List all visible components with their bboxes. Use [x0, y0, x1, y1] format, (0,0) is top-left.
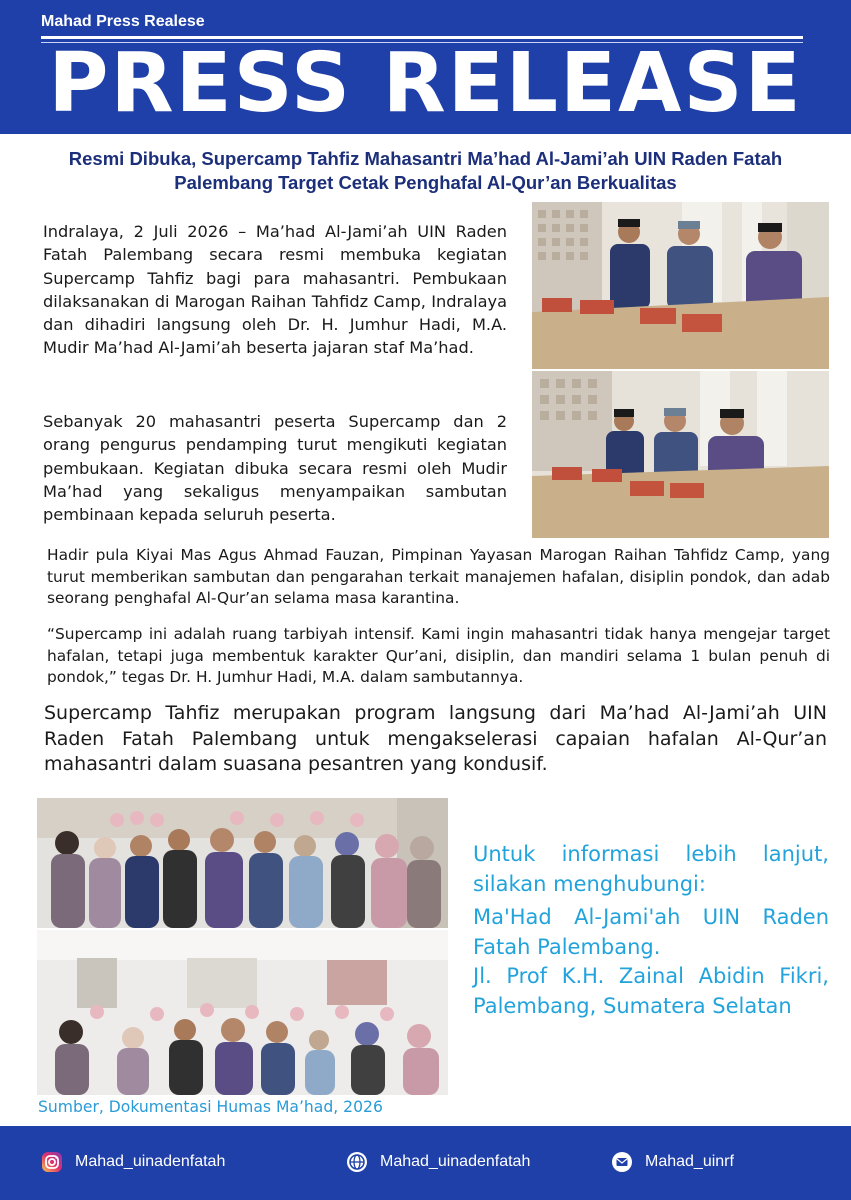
- footer-instagram[interactable]: [41, 1151, 225, 1173]
- photo-caption: Sumber, Dokumentasi Humas Ma’had, 2026: [38, 1098, 383, 1116]
- mail-icon: [611, 1151, 633, 1173]
- website-handle: Mahad_uinadenfatah: [380, 1153, 531, 1170]
- paragraph-opening: Indralaya, 2 Juli 2026 – Ma’had Al-Jami’ah UIN Raden Fatah Palembang secara resmi membuka kegiatan Supercamp Tahfiz bagi para mahasantri. Pembukaan dilaksanakan di Marogan Raihan Tahfidz Camp, Indralaya dan dihadiri langsung oleh Dr. H. Jumhur Hadi, M.A. Mudir Ma’had Al-Jami’ah beserta jajaran staf Ma’had.: [43, 222, 507, 358]
- footer-email[interactable]: [611, 1151, 734, 1173]
- photo-opening-panel-2: [532, 371, 829, 538]
- contact-address: Jl. Prof K.H. Zainal Abidin Fikri, Palembang, Sumatera Selatan: [473, 964, 829, 1018]
- paragraph-program: Supercamp Tahfiz merupakan program langsung dari Ma’had Al-Jami’ah UIN Raden Fatah Palembang untuk mengakselerasi capaian hafalan Al-Qur’an mahasantri dalam suasana pesantren yang kondusif.: [44, 702, 827, 775]
- header-kicker: Mahad Press Realese: [41, 13, 205, 30]
- photo-opening-panel-1: [532, 202, 829, 369]
- footer-website[interactable]: [346, 1151, 530, 1173]
- contact-block: [473, 840, 829, 1021]
- paragraph-quote: “Supercamp ini adalah ruang tarbiyah intensif. Kami ingin mahasantri tidak hanya mengejar target hafalan, tetapi juga membentuk karakter Qur’ani, disiplin, dan mandiri selama 1 bulan penuh di pondok,” tegas Dr. H. Jumhur Hadi, M.A. dalam sambutannya.: [47, 625, 830, 687]
- paragraph-guest: Hadir pula Kiyai Mas Agus Ahmad Fauzan, Pimpinan Yayasan Marogan Raihan Tahfidz Camp, yang turut memberikan sambutan dan pengarahan terkait manajemen hafalan, disiplin pondok, dan adab seorang penghafal Al-Qur’an selama masa karantina.: [47, 546, 830, 608]
- photo-group-2: [37, 930, 448, 1095]
- contact-organization: Ma'Had Al-Jami'ah UIN Raden Fatah Palembang.: [473, 905, 829, 959]
- article-headline: Resmi Dibuka, Supercamp Tahfiz Mahasantri Ma’had Al-Jami’ah UIN Raden Fatah Palembang Target Cetak Penghafal Al-Qur’an Berkualitas: [68, 148, 783, 193]
- globe-icon: [346, 1151, 368, 1173]
- footer-bar: [0, 1126, 851, 1200]
- header-banner: [0, 0, 851, 134]
- photo-group-1: [37, 798, 448, 928]
- paragraph-participants: Sebanyak 20 mahasantri peserta Supercamp dan 2 orang pengurus pendamping turut mengikuti kegiatan pembukaan. Kegiatan dibuka secara resmi oleh Mudir Ma’had yang sekaligus menyampaikan sambutan pembinaan kepada seluruh peserta.: [43, 412, 507, 525]
- instagram-handle: Mahad_uinadenfatah: [75, 1153, 226, 1170]
- email-handle: Mahad_uinrf: [645, 1153, 734, 1170]
- contact-intro: Untuk informasi lebih lanjut, silakan menghubungi:: [473, 842, 829, 896]
- press-release-title: PRESS RELEASE: [48, 36, 803, 131]
- instagram-icon: [41, 1151, 63, 1173]
